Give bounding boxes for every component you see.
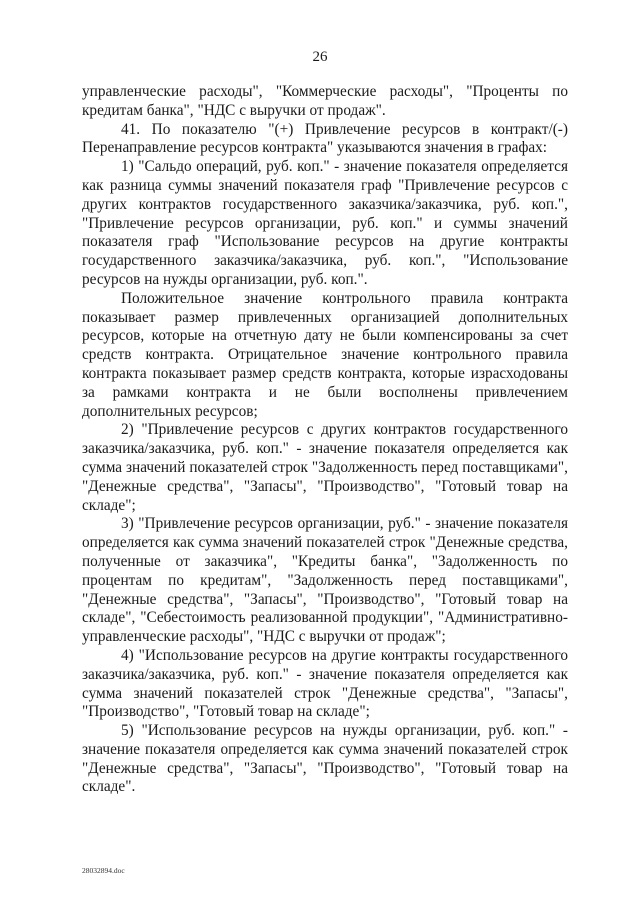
paragraph-continuation: управленческие расходы", "Коммерческие расходы", "Проценты по кредитам банка", "НДС с выручки от продаж". (82, 83, 568, 119)
paragraph-subitem-1: 1) "Сальдо операций, руб. коп." - значение показателя определяется как разница суммы значений показателя граф "Привлечение ресурсов с других контрактов государственного заказчика/заказчика, руб. коп.", "Привлечение ресурсов организации, руб. коп." и суммы значений показателя граф "Использование ресурсов на другие контракты государственного заказчика/заказчика, руб. коп.", "Использование ресурсов на нужды организации, руб. коп.". (82, 158, 568, 288)
paragraph-subitem-4: 4) "Использование ресурсов на другие контракты государственного заказчика/заказчика, руб. коп." - значение показателя определяется как сумма значений показателей строк "Денежные средства", "Запасы", "Производство", "Готовый товар на складе"; (82, 646, 568, 721)
page-number: 26 (312, 49, 328, 65)
footer-filename: 28032894.doc (82, 866, 125, 875)
paragraph-item-41: 41. По показателю "(+) Привлечение ресурсов в контракт/(-) Перенаправление ресурсов контракта" указываются значения в графах: (82, 120, 568, 157)
paragraph-subitem-5: 5) "Использование ресурсов на нужды организации, руб. коп." - значение показателя определяется как сумма значений показателей строк "Денежные средства", "Запасы", "Производство", "Готовый товар на складе". (82, 722, 568, 796)
document-body (82, 83, 568, 797)
paragraph-subitem-2: 2) "Привлечение ресурсов с других контрактов государственного заказчика/заказчика, руб. коп." - значение показателя определяется как сумма значений показателей строк "Задолженность перед поставщиками", "Денежные средства", "Запасы", "Производство", "Готовый товар на складе"; (82, 421, 568, 514)
paragraph-subitem-3: 3) "Привлечение ресурсов организации, руб." - значение показателя определяется как сумма значений показателей строк "Денежные средства, полученные от заказчика", "Кредиты банка", "Задолженность по процентам по кредитам", "Задолженность перед поставщиками", "Денежные средства", "Запасы", "Производство", "Готовый товар на складе", "Себестоимость реализованной продукции", "Административно-управленческие расходы", "НДС с выручки от продаж"; (82, 515, 568, 646)
paragraph-explanation: Положительное значение контрольного правила контракта показывает размер привлеченных организацией дополнительных ресурсов, которые на отчетную дату не были компенсированы за счет средств контракта. Отрицательное значение контрольного правила контракта показывает размер средств контракта, которые израсходованы за рамками контракта и не были восполнены привлечением дополнительных ресурсов; (82, 289, 568, 420)
